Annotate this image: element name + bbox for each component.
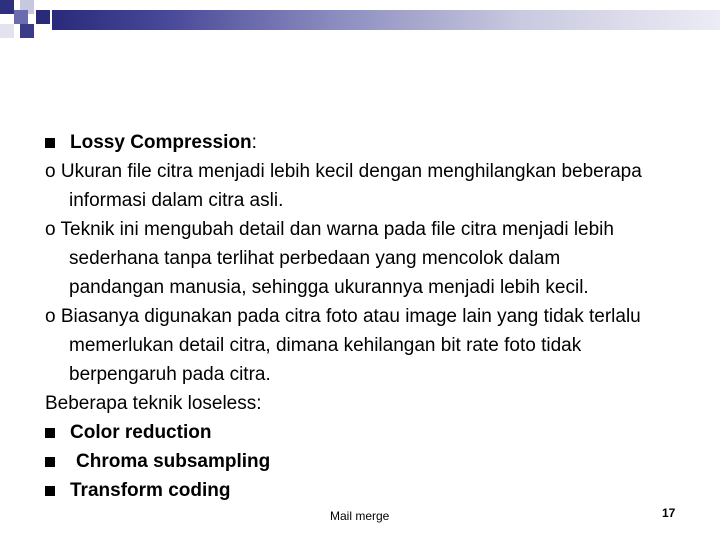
point-marker: o	[45, 306, 56, 327]
top-decoration	[0, 0, 720, 40]
technique-item	[45, 447, 685, 476]
square-bullet-icon	[45, 457, 55, 467]
point-text: Ukuran file citra menjadi lebih kecil dengan menghilangkan beberapa	[60, 161, 642, 182]
techniques-intro: Beberapa teknik loseless:	[45, 393, 262, 414]
decor-square	[36, 10, 50, 24]
decor-square	[20, 24, 34, 38]
technique-label: Chroma subsampling	[76, 451, 271, 472]
technique-item	[45, 476, 685, 505]
point-marker: o	[45, 219, 56, 240]
point-line: berpengaruh pada citra.	[69, 364, 271, 385]
point-line: memerlukan detail citra, dimana kehilangan bit rate foto tidak	[69, 335, 582, 356]
technique-label: Transform coding	[70, 480, 231, 501]
heading-label: Lossy Compression	[70, 132, 252, 153]
point-text: Teknik ini mengubah detail dan warna pada file citra menjadi lebih	[60, 219, 614, 240]
point-line	[45, 157, 685, 186]
slide-body	[45, 128, 685, 505]
footer-text: Mail merge	[330, 509, 390, 523]
point-marker: o	[45, 161, 56, 182]
square-bullet-icon	[45, 138, 55, 148]
point-line: informasi dalam citra asli.	[69, 190, 284, 211]
decor-square	[0, 24, 14, 38]
heading-line	[45, 128, 685, 157]
point-line	[45, 215, 685, 244]
decor-square	[0, 0, 14, 14]
technique-item	[45, 418, 685, 447]
heading-colon: :	[251, 132, 257, 153]
technique-label: Color reduction	[70, 422, 212, 443]
square-bullet-icon	[45, 486, 55, 496]
point-line	[45, 302, 685, 331]
decor-square	[14, 10, 28, 24]
gradient-band	[52, 10, 720, 30]
point-line: pandangan manusia, sehingga ukurannya menjadi lebih kecil.	[69, 277, 589, 298]
point-text: Biasanya digunakan pada citra foto atau image lain yang tidak terlalu	[60, 306, 641, 327]
square-bullet-icon	[45, 428, 55, 438]
page-number: 17	[662, 506, 676, 520]
point-line: sederhana tanpa terlihat perbedaan yang mencolok dalam	[69, 248, 561, 269]
